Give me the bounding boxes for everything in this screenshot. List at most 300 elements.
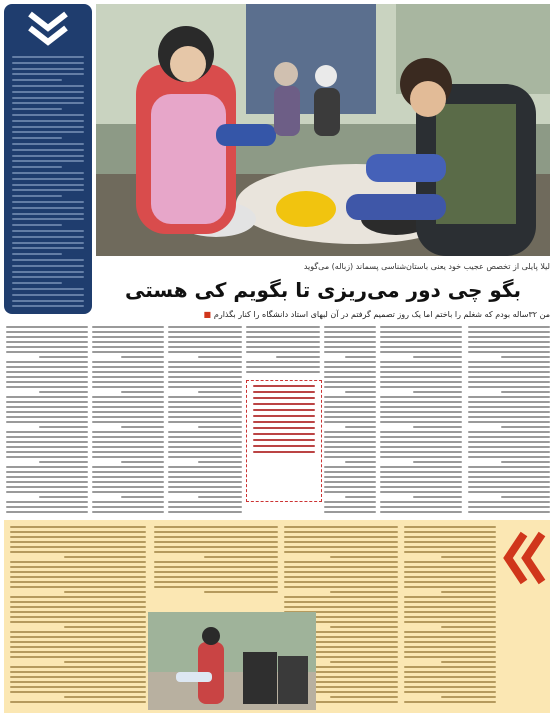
- text-line: [10, 701, 146, 703]
- text-line: [380, 441, 462, 443]
- text-line: [380, 381, 462, 383]
- text-line: [413, 426, 462, 428]
- text-line: [404, 621, 496, 623]
- text-line: [284, 531, 398, 533]
- text-line: [404, 666, 496, 668]
- sidebar-text-line: [12, 108, 62, 110]
- sidebar-text-line: [12, 149, 84, 151]
- text-line: [10, 536, 146, 538]
- text-line: [404, 656, 496, 658]
- text-line: [284, 601, 398, 603]
- text-line: [284, 581, 398, 583]
- text-line: [404, 581, 496, 583]
- text-line: [404, 671, 496, 673]
- text-line: [404, 541, 496, 543]
- text-line: [468, 441, 550, 443]
- text-line: [380, 376, 462, 378]
- text-line: [168, 476, 242, 478]
- text-line: [92, 481, 164, 483]
- summary-sidebar: [4, 4, 92, 314]
- text-line: [154, 566, 278, 568]
- sidebar-text-line: [12, 207, 84, 209]
- text-line: [441, 626, 496, 628]
- text-line: [198, 391, 242, 393]
- text-line: [92, 371, 164, 373]
- text-line: [330, 591, 398, 593]
- quote-line: [253, 385, 315, 387]
- text-line: [10, 646, 146, 648]
- text-line: [168, 446, 242, 448]
- text-line: [330, 696, 398, 698]
- text-line: [6, 446, 88, 448]
- text-line: [6, 451, 88, 453]
- text-line: [468, 486, 550, 488]
- text-line: [380, 336, 462, 338]
- text-line: [380, 331, 462, 333]
- text-line: [380, 366, 462, 368]
- sidebar-text-line: [12, 178, 84, 180]
- text-line: [324, 326, 376, 328]
- text-line: [39, 391, 88, 393]
- text-line: [6, 466, 88, 468]
- text-column: [380, 326, 462, 516]
- sidebar-text-line: [12, 224, 62, 226]
- text-line: [404, 566, 496, 568]
- text-line: [413, 496, 462, 498]
- text-line: [468, 431, 550, 433]
- text-column: [324, 326, 376, 516]
- text-line: [404, 606, 496, 608]
- text-line: [10, 616, 146, 618]
- text-line: [154, 561, 278, 563]
- text-line: [404, 651, 496, 653]
- text-line: [380, 456, 462, 458]
- text-line: [154, 531, 278, 533]
- text-line: [92, 506, 164, 508]
- text-line: [154, 581, 278, 583]
- band-text-column: [10, 526, 146, 706]
- text-line: [468, 421, 550, 423]
- text-line: [468, 471, 550, 473]
- text-line: [380, 361, 462, 363]
- text-line: [6, 361, 88, 363]
- sidebar-text-line: [12, 79, 62, 81]
- text-line: [501, 391, 550, 393]
- text-line: [10, 636, 146, 638]
- text-line: [198, 426, 242, 428]
- text-line: [92, 431, 164, 433]
- text-line: [10, 566, 146, 568]
- text-line: [10, 561, 146, 563]
- text-line: [441, 591, 496, 593]
- text-line: [324, 381, 376, 383]
- text-line: [246, 346, 320, 348]
- text-line: [168, 346, 242, 348]
- text-line: [10, 526, 146, 528]
- text-line: [10, 671, 146, 673]
- text-line: [284, 606, 398, 608]
- text-line: [92, 466, 164, 468]
- text-line: [6, 421, 88, 423]
- text-line: [441, 556, 496, 558]
- text-line: [92, 351, 164, 353]
- text-line: [284, 586, 398, 588]
- text-line: [284, 541, 398, 543]
- text-line: [168, 456, 242, 458]
- text-line: [10, 691, 146, 693]
- text-line: [468, 451, 550, 453]
- text-line: [380, 481, 462, 483]
- text-line: [468, 406, 550, 408]
- text-line: [468, 416, 550, 418]
- text-line: [501, 461, 550, 463]
- text-line: [345, 391, 376, 393]
- text-line: [468, 351, 550, 353]
- text-line: [6, 416, 88, 418]
- sidebar-text-line: [12, 120, 84, 122]
- text-line: [404, 681, 496, 683]
- text-line: [10, 541, 146, 543]
- text-line: [468, 331, 550, 333]
- sidebar-text-line: [12, 56, 84, 58]
- text-line: [92, 446, 164, 448]
- sidebar-text-line: [12, 305, 84, 307]
- quote-line: [253, 403, 315, 405]
- sidebar-text-line: [12, 143, 84, 145]
- sidebar-text-line: [12, 62, 84, 64]
- text-line: [380, 386, 462, 388]
- text-line: [168, 416, 242, 418]
- text-line: [468, 341, 550, 343]
- text-line: [284, 526, 398, 528]
- text-line: [324, 481, 376, 483]
- text-line: [168, 396, 242, 398]
- text-line: [10, 681, 146, 683]
- text-line: [380, 396, 462, 398]
- text-line: [468, 411, 550, 413]
- text-line: [404, 531, 496, 533]
- text-line: [6, 486, 88, 488]
- text-line: [468, 401, 550, 403]
- text-line: [324, 396, 376, 398]
- text-line: [324, 376, 376, 378]
- text-line: [345, 461, 376, 463]
- text-line: [154, 551, 278, 553]
- text-line: [468, 366, 550, 368]
- text-line: [284, 576, 398, 578]
- quote-line: [253, 433, 315, 435]
- sidebar-text-line: [12, 218, 84, 220]
- text-line: [92, 326, 164, 328]
- text-line: [168, 501, 242, 503]
- text-line: [246, 336, 320, 338]
- band-text-column: [404, 526, 496, 706]
- text-line: [404, 641, 496, 643]
- text-line: [92, 441, 164, 443]
- text-line: [468, 436, 550, 438]
- text-line: [154, 546, 278, 548]
- text-line: [246, 361, 320, 363]
- sidebar-text-line: [12, 68, 84, 70]
- photo-caption: لیلا پایلی از تخصص عجیب خود یعنی باستان‌شناسی پسماند (زباله) می‌گوید: [303, 262, 550, 271]
- sidebar-text-line: [12, 271, 84, 273]
- text-line: [468, 396, 550, 398]
- text-line: [92, 336, 164, 338]
- text-line: [10, 576, 146, 578]
- sidebar-text-line: [12, 236, 84, 238]
- text-line: [380, 511, 462, 513]
- text-line: [6, 396, 88, 398]
- text-line: [6, 481, 88, 483]
- text-line: [380, 476, 462, 478]
- secondary-photo: [148, 612, 316, 710]
- text-line: [324, 366, 376, 368]
- sidebar-text-line: [12, 242, 84, 244]
- text-line: [324, 456, 376, 458]
- article-subhead: [96, 308, 550, 322]
- text-line: [6, 511, 88, 513]
- text-line: [468, 346, 550, 348]
- text-line: [10, 666, 146, 668]
- text-line: [10, 686, 146, 688]
- quote-line: [253, 439, 315, 441]
- quote-line: [253, 409, 315, 411]
- text-line: [380, 501, 462, 503]
- text-line: [246, 366, 320, 368]
- text-line: [154, 571, 278, 573]
- text-column: [6, 326, 88, 516]
- text-line: [10, 676, 146, 678]
- text-line: [345, 356, 376, 358]
- text-line: [324, 436, 376, 438]
- text-line: [284, 546, 398, 548]
- text-line: [10, 621, 146, 623]
- sidebar-text-line: [12, 85, 84, 87]
- text-line: [92, 436, 164, 438]
- text-line: [6, 506, 88, 508]
- text-line: [92, 346, 164, 348]
- text-line: [284, 561, 398, 563]
- text-line: [380, 411, 462, 413]
- sidebar-text-line: [12, 155, 84, 157]
- text-line: [324, 416, 376, 418]
- text-line: [284, 596, 398, 598]
- text-line: [198, 356, 242, 358]
- text-line: [404, 636, 496, 638]
- text-line: [380, 346, 462, 348]
- text-line: [380, 491, 462, 493]
- text-line: [404, 526, 496, 528]
- text-line: [10, 656, 146, 658]
- text-line: [380, 471, 462, 473]
- text-line: [404, 701, 496, 703]
- text-line: [246, 351, 320, 353]
- text-line: [468, 476, 550, 478]
- text-line: [92, 331, 164, 333]
- bottom-sidebar-band: [4, 520, 550, 713]
- text-line: [10, 571, 146, 573]
- text-line: [6, 366, 88, 368]
- text-line: [468, 511, 550, 513]
- text-line: [468, 456, 550, 458]
- sidebar-text-line: [12, 97, 84, 99]
- quote-line: [253, 397, 315, 399]
- text-line: [92, 471, 164, 473]
- article-headline: بگو چی دور می‌ریزی تا بگویم کی هستی: [124, 278, 522, 302]
- text-line: [92, 486, 164, 488]
- text-line: [330, 661, 398, 663]
- text-line: [380, 486, 462, 488]
- text-line: [92, 376, 164, 378]
- text-line: [168, 511, 242, 513]
- main-photo: [96, 4, 550, 256]
- text-line: [324, 371, 376, 373]
- sorting-waste-image: [96, 4, 550, 256]
- text-line: [92, 396, 164, 398]
- text-line: [468, 381, 550, 383]
- sidebar-text-line: [12, 265, 84, 267]
- text-line: [92, 421, 164, 423]
- text-line: [198, 496, 242, 498]
- text-line: [39, 426, 88, 428]
- text-line: [154, 586, 278, 588]
- text-line: [324, 386, 376, 388]
- band-text-column: [154, 526, 278, 606]
- text-line: [404, 691, 496, 693]
- text-line: [276, 356, 320, 358]
- text-line: [324, 431, 376, 433]
- text-line: [10, 596, 146, 598]
- text-line: [468, 481, 550, 483]
- text-line: [6, 351, 88, 353]
- text-line: [6, 401, 88, 403]
- text-line: [380, 351, 462, 353]
- text-line: [404, 596, 496, 598]
- text-line: [284, 536, 398, 538]
- text-line: [168, 381, 242, 383]
- text-line: [6, 376, 88, 378]
- text-line: [324, 361, 376, 363]
- text-line: [468, 491, 550, 493]
- text-line: [121, 426, 164, 428]
- sidebar-text-line: [12, 201, 84, 203]
- text-line: [168, 451, 242, 453]
- text-line: [10, 581, 146, 583]
- text-line: [168, 491, 242, 493]
- woman-with-bins-image: [148, 612, 316, 710]
- text-line: [468, 466, 550, 468]
- text-line: [10, 611, 146, 613]
- subhead-text: من ۳۲ساله بودم که شغلم را باختم اما یک روز تصمیم گرفتم در آن لبهای استاد دانشگاه را کنار بگذارم: [213, 310, 550, 319]
- text-line: [501, 426, 550, 428]
- text-line: [168, 421, 242, 423]
- text-line: [6, 441, 88, 443]
- text-line: [92, 406, 164, 408]
- text-line: [404, 611, 496, 613]
- text-line: [204, 591, 278, 593]
- text-line: [380, 401, 462, 403]
- text-line: [324, 441, 376, 443]
- text-line: [6, 346, 88, 348]
- text-line: [404, 676, 496, 678]
- text-line: [324, 336, 376, 338]
- text-line: [380, 326, 462, 328]
- text-line: [92, 386, 164, 388]
- text-line: [39, 461, 88, 463]
- text-line: [10, 601, 146, 603]
- text-line: [204, 556, 278, 558]
- text-line: [64, 661, 146, 663]
- text-line: [92, 366, 164, 368]
- text-line: [39, 356, 88, 358]
- text-line: [168, 331, 242, 333]
- text-line: [404, 571, 496, 573]
- text-line: [121, 496, 164, 498]
- text-line: [246, 341, 320, 343]
- text-line: [10, 531, 146, 533]
- quote-line: [253, 391, 315, 393]
- text-line: [380, 436, 462, 438]
- text-line: [324, 421, 376, 423]
- sidebar-text-line: [12, 114, 84, 116]
- text-line: [441, 696, 496, 698]
- text-line: [10, 651, 146, 653]
- text-line: [168, 411, 242, 413]
- sidebar-text-line: [12, 189, 84, 191]
- text-line: [92, 456, 164, 458]
- text-line: [168, 376, 242, 378]
- text-line: [404, 561, 496, 563]
- text-line: [168, 336, 242, 338]
- text-line: [168, 481, 242, 483]
- text-line: [168, 386, 242, 388]
- text-line: [92, 416, 164, 418]
- text-line: [324, 406, 376, 408]
- text-line: [324, 341, 376, 343]
- text-line: [6, 456, 88, 458]
- sidebar-text-line: [12, 131, 84, 133]
- chevron-down-icon: [26, 10, 70, 46]
- text-line: [345, 496, 376, 498]
- text-line: [330, 626, 398, 628]
- text-line: [324, 411, 376, 413]
- text-line: [6, 386, 88, 388]
- text-line: [284, 571, 398, 573]
- text-line: [92, 381, 164, 383]
- text-line: [6, 381, 88, 383]
- text-line: [501, 356, 550, 358]
- text-line: [168, 431, 242, 433]
- quote-line: [253, 445, 315, 447]
- text-line: [39, 496, 88, 498]
- text-line: [404, 586, 496, 588]
- text-line: [345, 426, 376, 428]
- text-line: [92, 341, 164, 343]
- text-line: [468, 361, 550, 363]
- text-line: [324, 346, 376, 348]
- text-line: [324, 491, 376, 493]
- text-line: [468, 446, 550, 448]
- text-line: [154, 576, 278, 578]
- text-line: [6, 436, 88, 438]
- text-line: [380, 431, 462, 433]
- text-line: [404, 546, 496, 548]
- text-line: [246, 331, 320, 333]
- sidebar-text-line: [12, 137, 62, 139]
- text-line: [404, 646, 496, 648]
- text-line: [324, 506, 376, 508]
- text-column: [468, 326, 550, 516]
